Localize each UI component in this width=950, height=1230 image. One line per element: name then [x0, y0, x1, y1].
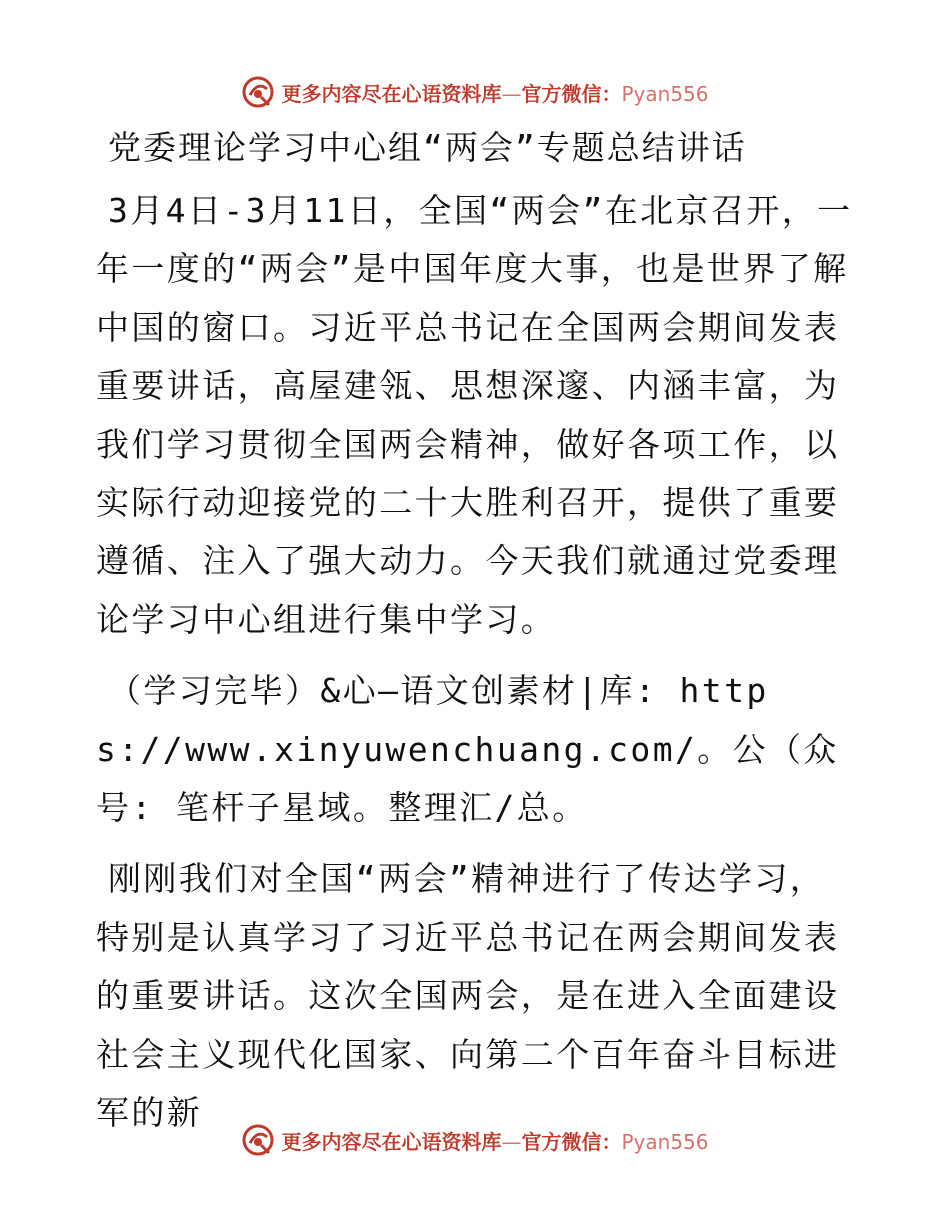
footer-banner [0, 1120, 950, 1160]
banner-text: 更多内容尽在心语资料库—官方微信：Pyan556 [281, 81, 709, 106]
header-banner [0, 72, 950, 112]
wechat-id: Pyan556 [621, 1129, 709, 1154]
paragraph-1: 3月4日-3月11日，全国“两会”在北京召开，一年一度的“两会”是中国年度大事，也是世界了解中国的窗口。习近平总书记在全国两会期间发表重要讲话，高屋建瓴、思想深邃、内涵丰富，为我们学习贯彻全国两会精神，做好各项工作，以实际行动迎接党的二十大胜利召开，提供了重要遵循、注入了强大动力。今天我们就通过党委理论学习中心组进行集中学习。 [96, 191, 853, 639]
swirl-logo-icon [241, 75, 275, 109]
document-body [96, 126, 856, 1156]
paragraph-3: 刚刚我们对全国“两会”精神进行了传达学习，特别是认真学习了习近平总书记在两会期间发表的重要讲话。这次全国两会，是在进入全面建设社会主义现代化国家、向第二个百年奋斗目标进军的新 [96, 859, 840, 1133]
document-title: 党委理论学习中心组“两会”专题总结讲话 [108, 128, 747, 167]
banner-text: 更多内容尽在心语资料库—官方微信：Pyan556 [281, 1129, 709, 1154]
swirl-logo-icon [241, 1123, 275, 1157]
wechat-id: Pyan556 [621, 81, 709, 106]
paragraph-2: （学习完毕）&心—语文创素材|库: https://www.xinyuwenchuang.com/。公（众号: 笔杆子星域。整理汇/总。 [96, 671, 839, 828]
